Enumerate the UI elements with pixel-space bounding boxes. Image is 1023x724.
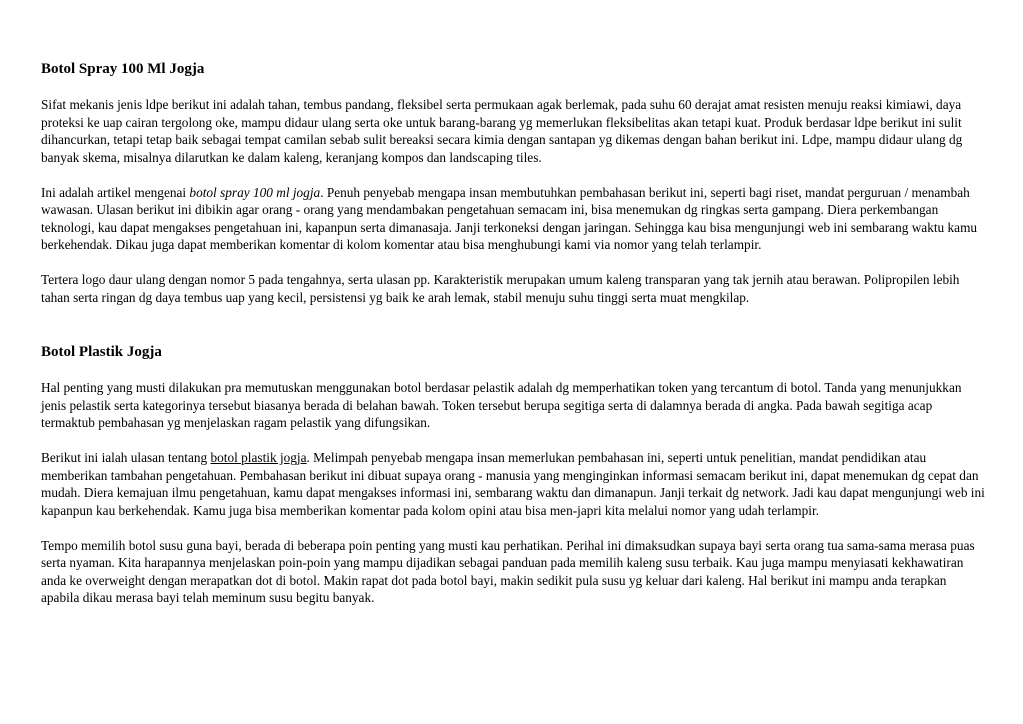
section-heading-botol-spray: Botol Spray 100 Ml Jogja [41, 61, 205, 77]
section-gap [41, 306, 986, 341]
paragraph-text: Ini adalah artikel mengenai [41, 184, 190, 200]
paragraph [41, 271, 986, 306]
paragraph-text: Tempo memilih botol susu guna bayi, berada di beberapa poin penting yang musti kau perhatikan. Perihal ini dimaksudkan supaya bayi serta orang tua sama-sama merasa puas serta nyaman. Kita harapannya menjelaskan poin-poin yang mampu dijadikan sebagai panduan pada memilih kaleng susu terbaik. Kau juga mampu menyiasati kekhawatiran anda ke overweight dengan merapatkan dot di botol. Makin rapat dot pada botol bayi, makin sedikit pula susu yg keluar dari kaleng. Hal berikut ini mampu anda terapkan apabila dikau merasa bayi telah meminum susu begitu banyak. [41, 537, 975, 605]
paragraph-text: . Penuh penyebab mengapa insan membutuhkan pembahasan berikut ini, seperti bagi riset, mandat perguruan / menambah wawasan. Ulasan berikut ini dibikin agar orang - orang yang mendambakan pengetahuan semacam ini, bisa menemukan dg ringkas serta gampang. Diera perkembangan teknologi, kau dapat mengakses pengetahuan ini, kapanpun serta dimanasaja. Janji terkoneksi dengan jaringan. Sehingga kau bisa mengunjungi web ini sembarang waktu kamu berkehendak. Dikau juga dapat memberikan komentar di kolom komentar atau bisa menghubungi kami via nomor yang telah terlampir. [41, 184, 978, 252]
paragraph [41, 184, 986, 254]
paragraph [41, 449, 986, 519]
document-page [41, 58, 986, 607]
paragraph [41, 537, 986, 607]
paragraph-gap [41, 254, 986, 272]
paragraph-gap [41, 519, 986, 537]
paragraph-text: . Melimpah penyebab mengapa insan memerlukan pembahasan ini, seperti untuk penelitian, mandat pendidikan atau memberikan tambahan pengetahuan. Pembahasan berikut ini dibuat supaya orang - manusia yang menginginkan informasi semacam berikut ini, dapat menemukan dg cepat dan mudah. Diera kemajuan ilmu pengetahuan, kamu dapat mengakses informasi ini, sembarang waktu dan dimanapun. Janji terkait dg network. Jadi kau dapat mengunjungi web ini kapanpun kau berkehendak. Kamu juga bisa memberikan komentar pada kolom opini atau bisa men-japri kita melalui nomor yang udah terlampir. [41, 450, 985, 518]
paragraph-text: Sifat mekanis jenis ldpe berikut ini adalah tahan, tembus pandang, fleksibel serta permukaan agak berlemak, pada suhu 60 derajat amat resisten menuju reaksi kimiawi, daya proteksi ke uap cairan tergolong oke, mampu didaur ulang serta oke untuk barang-barang yg memerlukan fleksibelitas akan tetapi kuat. Produk berdasar ldpe berikut ini sulit dihancurkan, tetapi tetap baik sebagai tempat camilan sebab sulit bereaksi secara kimia dengan santapan yg dikemas dengan bahan berikut ini. Ldpe, mampu didaur ulang dg banyak skema, misalnya dilarutkan ke dalam kaleng, keranjang kompos dan landscaping tiles. [41, 97, 963, 165]
paragraph [41, 379, 986, 432]
paragraph-gap [41, 166, 986, 184]
paragraph-text: Tertera logo daur ulang dengan nomor 5 pada tengahnya, serta ulasan pp. Karakteristik merupakan umum kaleng transparan yang tak jernih atau berawan. Polipropilen lebih tahan serta ringan dg daya tembus uap yang kecil, persistensi yg baik ke arah lemak, stabil menuju suhu tinggi serta muat mengkilap. [41, 272, 960, 305]
botol-plastik-jogja-link[interactable]: botol plastik jogja [210, 450, 307, 465]
paragraph-gap [41, 432, 986, 450]
paragraph [41, 96, 986, 166]
paragraph-text: Hal penting yang musti dilakukan pra memutuskan menggunakan botol berdasar pelastik adalah dg memperhatikan token yang tercantum di botol. Tanda yang menunjukkan jenis pelastik serta kategorinya tersebut biasanya berada di belahan bawah. Token tersebut berupa segitiga serta di dalamnya berada di angka. Pada bawah segitiga acap termaktub pembahasan yg menjelaskan ragam pelastik yang difungsikan. [41, 380, 962, 430]
section-heading-botol-plastik: Botol Plastik Jogja [41, 344, 162, 360]
paragraph-text: Berikut ini ialah ulasan tentang [41, 450, 211, 465]
emphasized-keyword: botol spray 100 ml jogja [189, 184, 321, 200]
